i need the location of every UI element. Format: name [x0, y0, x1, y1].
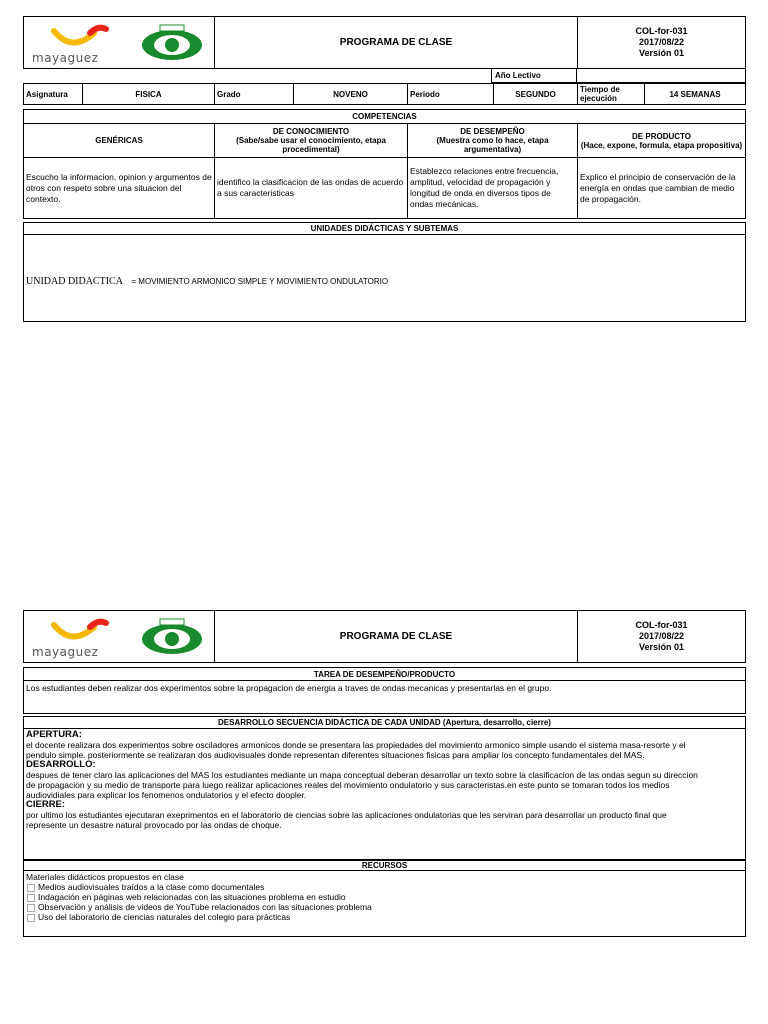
list-item [26, 902, 743, 912]
recursos-block [23, 860, 746, 937]
knowledge-title-text: DE CONOCIMIENTO [272, 127, 350, 136]
subject-label: Asignatura [24, 84, 83, 104]
unidades-block [23, 222, 746, 322]
performance-subtitle: (Muestra como lo hace, etapa argumentativa) [436, 136, 549, 154]
tarea-heading: TAREA DE DESEMPEÑO/PRODUCTO [24, 668, 745, 681]
unit-label: UNIDAD DIDACTICA [26, 276, 123, 287]
recursos-body [26, 872, 743, 922]
generic-title-text: GENÉRICAS [95, 136, 143, 145]
subject-value: FISICA [83, 84, 215, 104]
period-value: SEGUNDO [494, 84, 578, 104]
apertura-line-2: pendulo simple. posteriormente se realizaran dos audiovisuales donde representan diferentes situaciones fisicas para ampliar los concepto fundamentales del MAS. [26, 750, 645, 760]
list-item-text: Observación y análisis de videos de YouTube relacionados con las situaciones problema [38, 902, 372, 912]
doc-version: Versión 01 [638, 642, 685, 652]
mayaguez-logo-icon [50, 617, 120, 643]
checkbox-icon [27, 884, 35, 892]
list-item [26, 892, 743, 902]
secuencia-body [26, 730, 743, 830]
list-item-text: Medios audiovisuales traídos a la clase como documentales [38, 882, 265, 892]
page-title: PROGRAMA DE CLASE [215, 17, 578, 68]
cierre-line-1: por ultimo los estudiantes ejecutaran exeprimentos en el laboratorio de ciencias sobre las aplicaciones ondulatorias que les serviran para desarrollar un producto final que [26, 810, 667, 820]
unit-line [26, 271, 388, 289]
doc-code: COL-for-031 [635, 620, 688, 630]
recursos-intro: Materiales didácticos propuestos en clase [26, 872, 184, 882]
list-item [26, 912, 743, 922]
cierre-line-2: represente un desastre natural provocado por las ondas de choque. [26, 820, 282, 830]
secuencia-block [23, 716, 746, 860]
unidades-heading: UNIDADES DIDÁCTICAS Y SUBTEMAS [24, 223, 745, 235]
doc-date: 2017/08/22 [638, 37, 685, 47]
secuencia-heading: DESARROLLO SECUENCIA DIDÁCTICA DE CADA UNIDAD (Apertura, desarrollo, cierre) [24, 717, 745, 729]
desarrollo-line-3: audiovidiales para explicar los fenomenos ondulatorios y el efecto doopler. [26, 790, 307, 800]
desarrollo-line-1: despues de tener claro las aplicaciones del MAS los estudiantes mediante un mapa conceptual deberan desarrollar un texto sobre la clasificacion de las ondas segun su direccion [26, 770, 698, 780]
checkbox-icon [27, 894, 35, 902]
mayaguez-logo-icon [50, 23, 120, 49]
doc-code: COL-for-031 [635, 26, 688, 36]
time-value: 14 SEMANAS [669, 89, 721, 99]
header-block [23, 16, 746, 69]
product-title-text: DE PRODUCTO [632, 131, 691, 141]
performance-title [408, 124, 578, 158]
product-text: Explico el principio de conservación de la energía en ondas que cambian de medio de propagación. [580, 171, 736, 204]
generic-title [24, 124, 215, 158]
info-row [23, 83, 746, 105]
page-2 [0, 600, 768, 940]
product-title [578, 124, 745, 158]
desarrollo-line-2: de propagacion y su medio de transporte para luego realizar aplicaciones reales del movimiento ondulatorio y sus caracteristas.en este punto se tomaran todos los medios [26, 780, 670, 790]
product-subtitle: (Hace, expone, formula, etapa propositiva) [580, 140, 743, 150]
year-label: Año Lectivo [491, 69, 577, 83]
checkbox-icon [27, 904, 35, 912]
recursos-heading: RECURSOS [24, 861, 745, 871]
performance-title-text: DE DESEMPEÑO [460, 127, 525, 136]
header-block-2 [23, 610, 746, 663]
page-1 [0, 0, 768, 340]
tarea-text: Los estudiantes deben realizar dos experimentos sobre la propagacion de energia a traves de ondas mecanicas y presentarlas en el grupo. [26, 683, 552, 693]
doc-date: 2017/08/22 [638, 631, 685, 641]
list-item [26, 882, 743, 892]
list-item-text: Indagación en páginas web relacionadas con las situaciones problema en estudio [38, 892, 346, 902]
cierre-label: CIERRE: [26, 799, 66, 810]
competencias-heading: COMPETENCIAS [24, 110, 745, 124]
apertura-line-1: el docente realizara dos experimentos sobre osciladores armonicos donde se presentara las propiedades del movimiento armonico simple usando el sistema masa-resorte y el [26, 740, 686, 750]
brand-name: mayaguez [32, 51, 99, 65]
time-label: Tiempo de ejecución [578, 84, 645, 104]
unit-text: = MOVIMIENTO ARMONICO SIMPLE Y MOVIMIENTO ONDULATORIO [131, 277, 389, 286]
competencias-block [23, 109, 746, 219]
list-item-text: Uso del laboratorio de ciencias naturales del colegio para prácticas [38, 912, 291, 922]
school-crest-icon [136, 23, 208, 63]
school-crest-icon [136, 617, 208, 657]
knowledge-title [215, 124, 408, 158]
knowledge-subtitle: (Sabe/sabe usar el conocimiento, etapa procedimental) [236, 136, 386, 154]
year-value [576, 69, 746, 83]
period-label: Periodo [408, 84, 494, 104]
tarea-block [23, 667, 746, 714]
checkbox-icon [27, 914, 35, 922]
doc-code-block-2 [578, 611, 745, 662]
logo-cell-2 [24, 611, 215, 662]
knowledge-text: identifico la clasificacion de las ondas de acuerdo a sus caracteristicas [215, 158, 408, 218]
grade-label: Grado [215, 84, 294, 104]
page-title-2: PROGRAMA DE CLASE [215, 611, 578, 662]
performance-text: Establezco relaciones entre frecuencia, amplitud, velocidad de propagación y longitud de onda en diversos tipos de ondas mecánicas. [408, 158, 578, 218]
logo-cell [24, 17, 215, 68]
grade-value: NOVENO [294, 84, 408, 104]
doc-version: Versión 01 [638, 48, 685, 58]
doc-code-block [578, 17, 745, 68]
desarrollo-label: DESARROLLO: [26, 759, 96, 770]
apertura-label: APERTURA: [26, 729, 82, 740]
generic-text: Escucho la informacion, opinion y argumentos de otros con respeto sobre una situacion del contexto. [24, 158, 215, 218]
brand-name: mayaguez [32, 645, 99, 659]
